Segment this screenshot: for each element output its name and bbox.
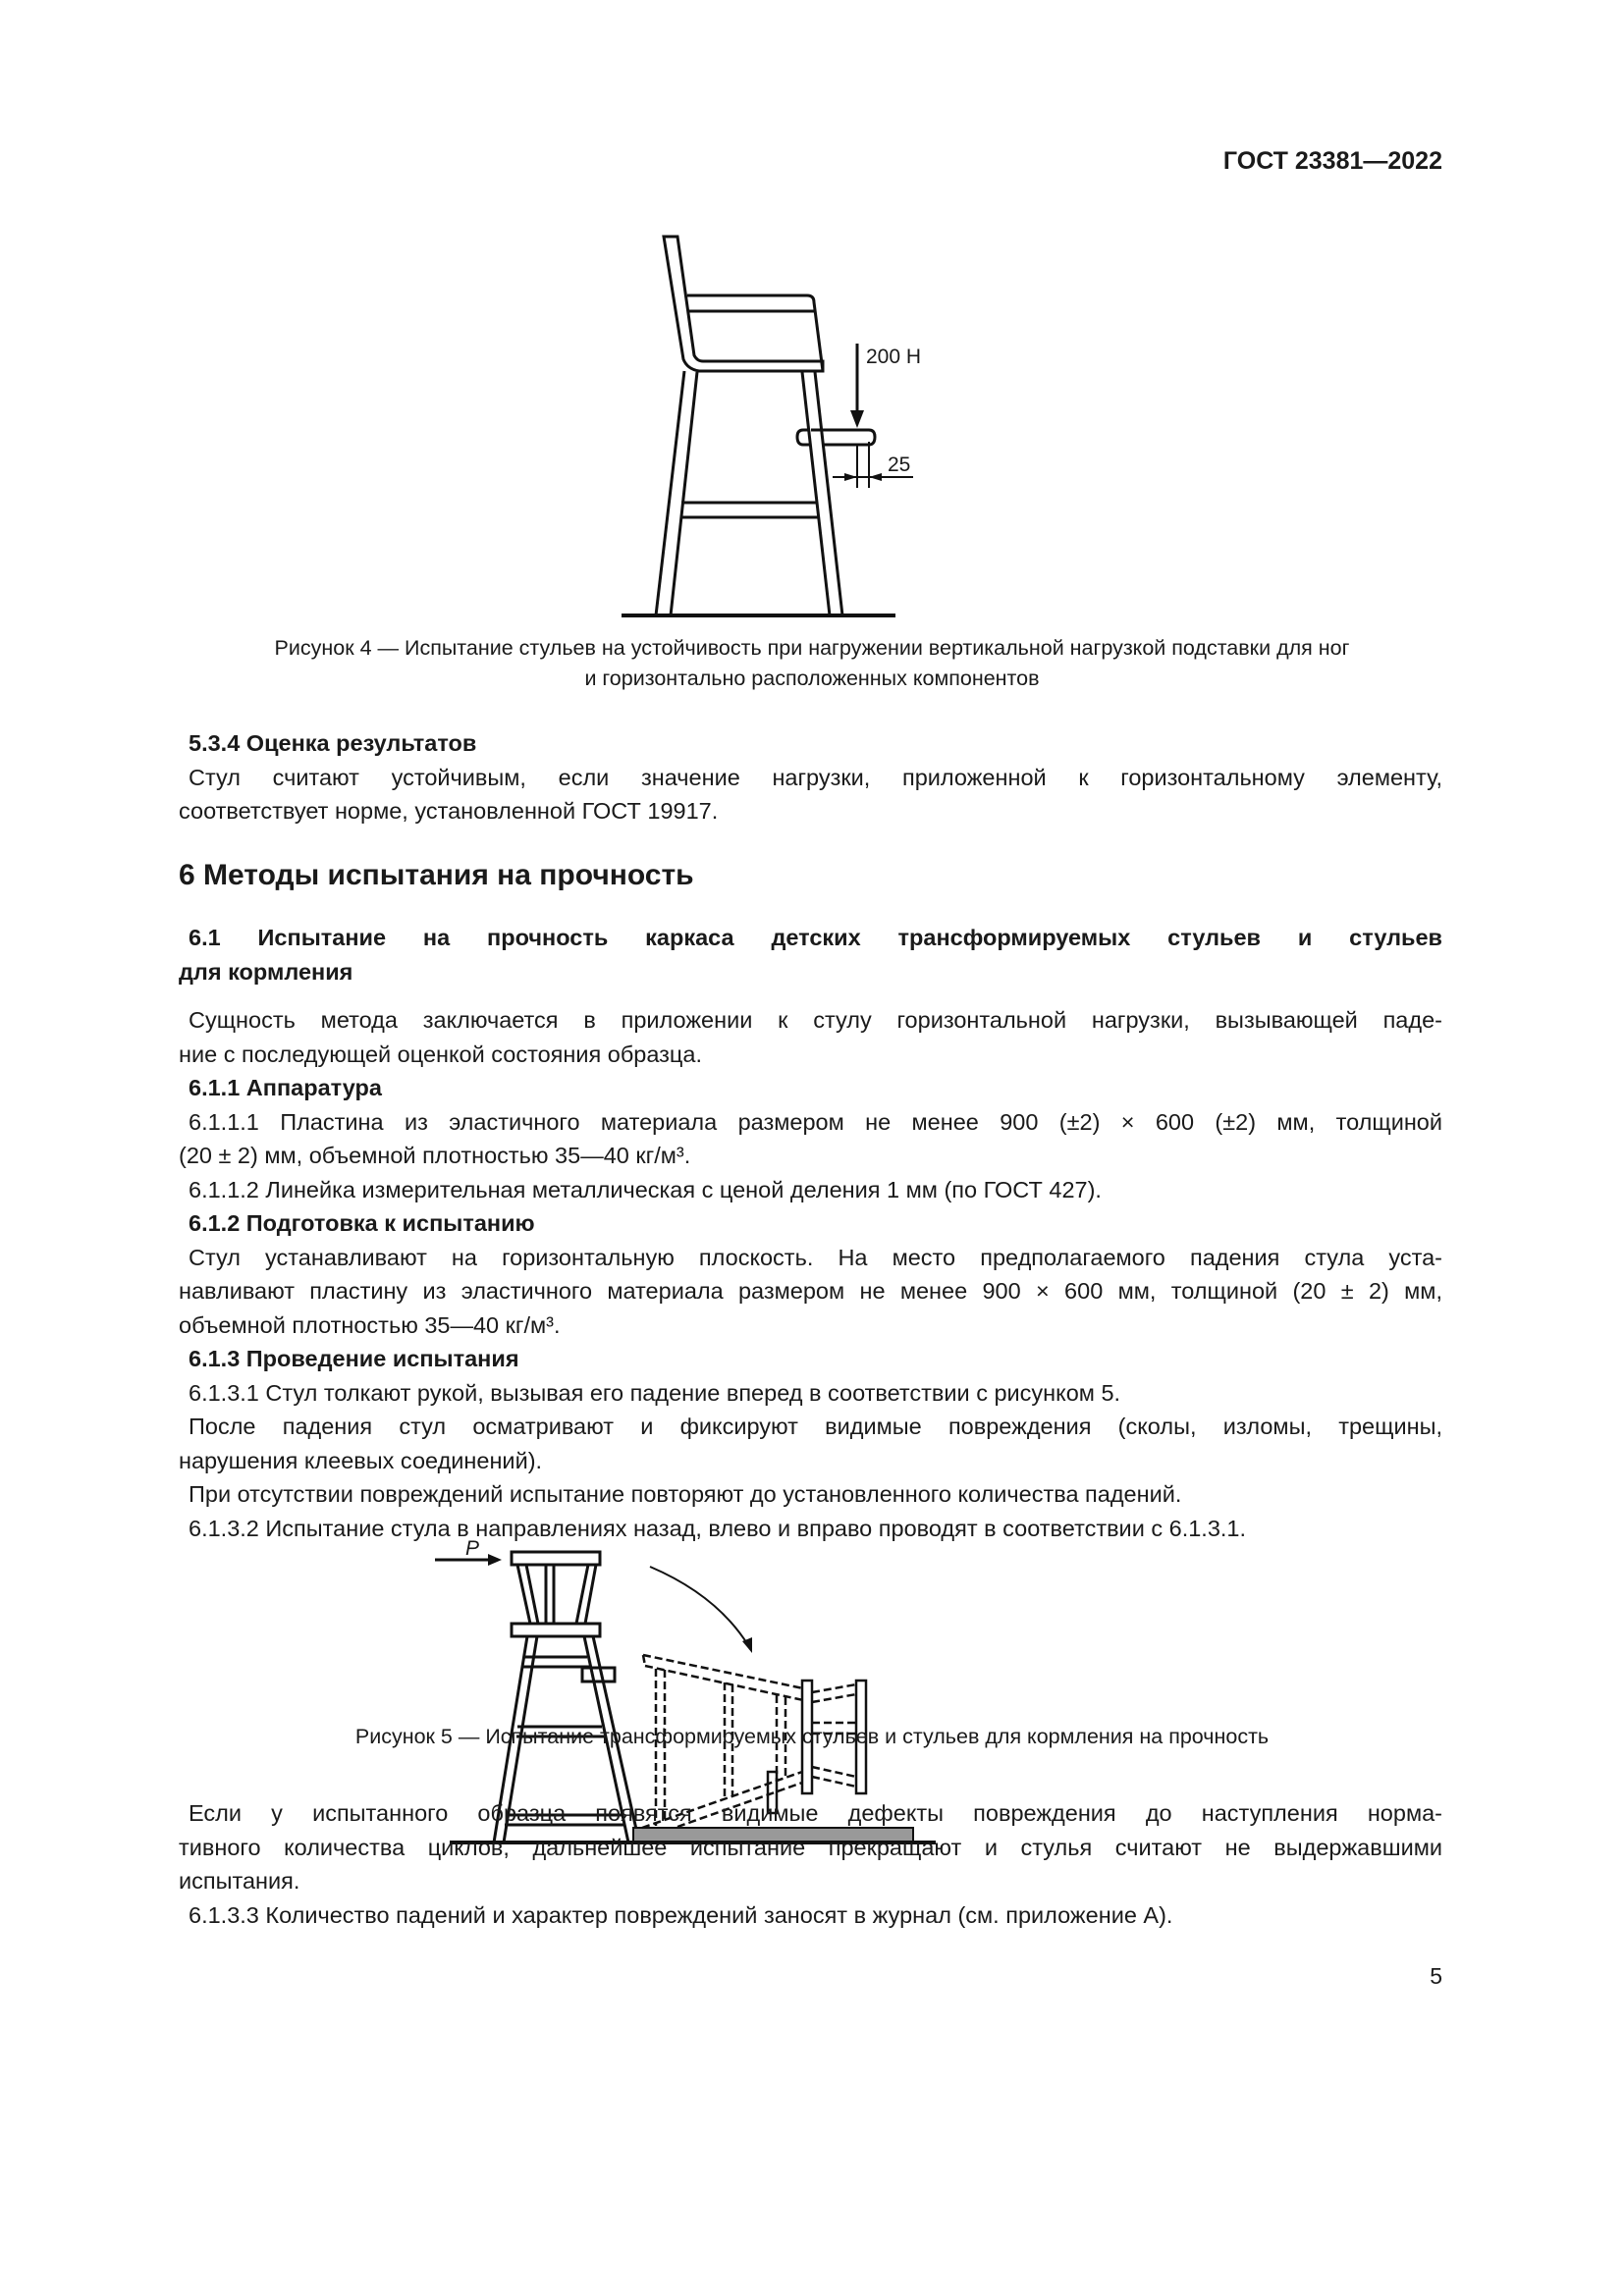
- text-line: навливают пластину из эластичного материала размером не менее 900 × 600 мм, толщиной (20 ± 2) мм,: [179, 1278, 1442, 1304]
- text-line: испытания.: [179, 1868, 300, 1894]
- figure-5-caption: Рисунок 5 — Испытание трансформируемых стульев и стульев для кормления на прочность: [354, 1725, 1270, 1748]
- text-line: нарушения клеевых соединений).: [179, 1447, 543, 1473]
- section-6-1: [179, 921, 1442, 988]
- caption-line: Рисунок 4 — Испытание стульев на устойчивость при нагружении вертикальной нагрузкой подставки для ног: [274, 636, 1350, 660]
- section-heading: 6.1.3 Проведение испытания: [189, 1346, 519, 1371]
- caption-line: и горизонтально расположенных компонентов: [584, 667, 1040, 690]
- section-6-1-body: [179, 1003, 1442, 1545]
- text-line: 6.1.3.3 Количество падений и характер повреждений заносят в журнал (см. приложение А).: [189, 1901, 1173, 1928]
- text-line: Стул устанавливают на горизонтальную плоскость. На место предполагаемого падения стула уста-: [189, 1244, 1442, 1270]
- text-line: Сущность метода заключается в приложении к стулу горизонтальной нагрузки, вызывающей паде-: [189, 1007, 1442, 1033]
- section-heading: 5.3.4 Оценка результатов: [189, 730, 477, 756]
- section-heading: для кормления: [179, 958, 353, 985]
- section-5-3-4: [179, 726, 1442, 828]
- load-label: 200 Н: [866, 346, 922, 368]
- dimension-label: 25: [888, 454, 911, 476]
- text-line: соответствует норме, установленной ГОСТ 19917.: [179, 798, 719, 824]
- text-line: При отсутствии повреждений испытание повторяют до установленного количества падений.: [189, 1481, 1182, 1507]
- closing-paragraphs: [179, 1796, 1442, 1932]
- text-line: объемной плотностью 35—40 кг/м³.: [179, 1311, 561, 1338]
- high-chair-side-view: [622, 237, 895, 615]
- text-line: 6.1.3.2 Испытание стула в направлениях назад, влево и вправо проводят в соответствии с 6.1.3.1.: [189, 1515, 1247, 1541]
- text-line: 6.1.3.1 Стул толкают рукой, вызывая его падение вперед в соответствии с рисунком 5.: [189, 1379, 1121, 1406]
- section-heading: 6.1 Испытание на прочность каркаса детских трансформируемых стульев и стульев: [189, 925, 1442, 950]
- section-heading: 6.1.1 Аппаратура: [189, 1075, 382, 1100]
- figure-4-caption: [0, 633, 1624, 694]
- section-heading: 6.1.2 Подготовка к испытанию: [189, 1210, 535, 1236]
- text-line: После падения стул осматривают и фиксируют видимые повреждения (сколы, изломы, трещины,: [189, 1414, 1442, 1439]
- text-line: тивного количества циклов, дальнейшее испытание прекращают и стулья считают не выдержавшими: [179, 1834, 1442, 1860]
- page-number: 5: [1430, 1963, 1442, 1989]
- text-line: Стул считают устойчивым, если значение нагрузки, приложенной к горизонтальному элементу,: [189, 764, 1442, 790]
- document-id: ГОСТ 23381—2022: [1222, 147, 1442, 175]
- text-line: Если у испытанного образца появятся видимые дефекты повреждения до наступления норма-: [189, 1800, 1442, 1826]
- force-label: P: [465, 1537, 480, 1560]
- text-line: 6.1.1.2 Линейка измерительная металлическая с ценой деления 1 мм (по ГОСТ 427).: [189, 1176, 1102, 1202]
- section-6-title: 6 Методы испытания на прочность: [179, 859, 694, 891]
- text-line: (20 ± 2) мм, объемной плотностью 35—40 кг/м³.: [179, 1143, 691, 1168]
- text-line: 6.1.1.1 Пластина из эластичного материала размером не менее 900 (±2) × 600 (±2) мм, толщиной: [189, 1108, 1442, 1135]
- load-arrow: [850, 344, 864, 428]
- text-line: ние с последующей оценкой состояния образца.: [179, 1041, 702, 1067]
